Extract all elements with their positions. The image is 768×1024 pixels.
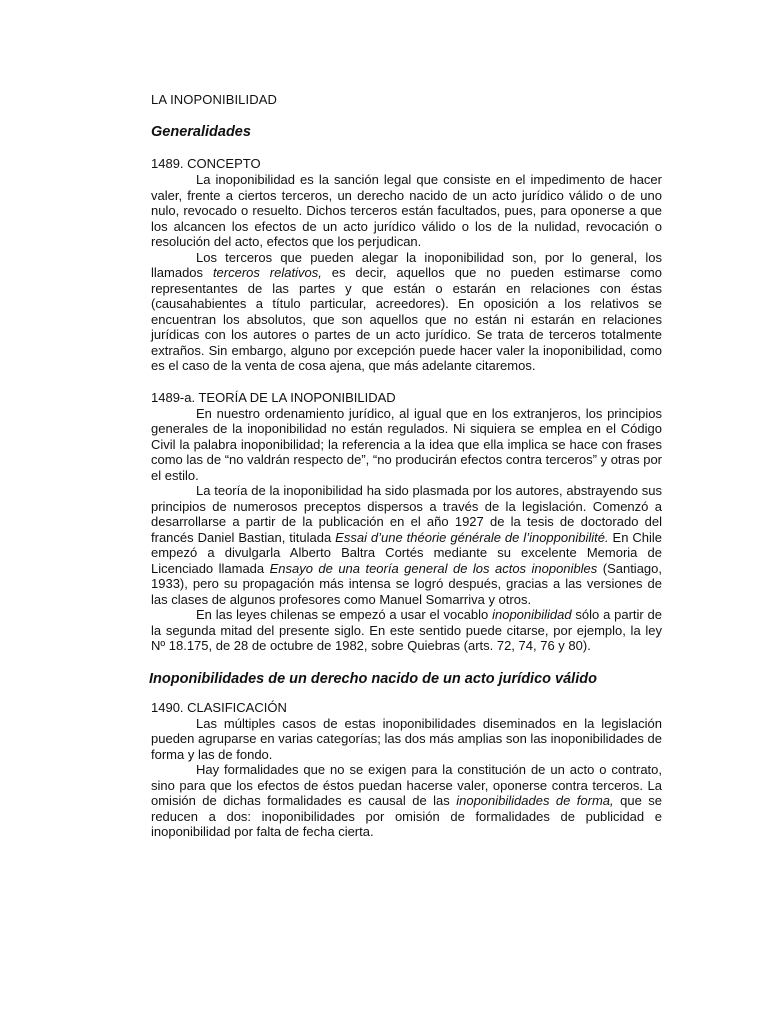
text-run: Los terceros que pueden alegar la inoponibilidad son, por lo general, los llamados — [151, 249, 662, 280]
italic-text-run: Essai d’une théorie générale de l’inopponibilité. — [335, 529, 609, 545]
italic-text-run: inoponibilidades de forma, — [456, 793, 614, 808]
heading-generalidades: Generalidades — [151, 124, 251, 140]
body-paragraph — [151, 607, 662, 654]
body-paragraph — [151, 483, 662, 607]
text-run: La teoría de la inoponibilidad ha sido plasmada por los autores, abstrayendo sus principios de numerosos preceptos dispersos a través de la legislación. Comenzó a desarrollarse a partir de la publicación en el año 1927 de la tesis de doctorado del francés Daniel Bastian, titulada — [151, 483, 662, 545]
text-run: Hay formalidades que no se exigen para la constitución de un acto o contrato, sino para que los efectos de éstos puedan hacerse valer, oponerse contra terceros. La omisión de dichas formalidades es causal de las — [151, 762, 662, 808]
italic-text-run: terceros relativos, — [212, 265, 322, 280]
italic-text-run: inoponibilidad — [492, 607, 572, 622]
sections-generalidades — [151, 156, 662, 654]
body-paragraph — [151, 762, 662, 840]
text-run: La inoponibilidad es la sanción legal que consiste en el impedimento de hacer valer, frente a ciertos terceros, un derecho nacido de un acto jurídico válido o de uno nulo, revocado o resuelto. Dichos terceros están facultados, pues, para oponerse a que los alcancen los efectos de un acto jurídico válido o los de la nulidad, revocación o resolución del acto, efectos que los perjudican. — [151, 172, 662, 249]
text-run: En nuestro ordenamiento jurídico, al igual que en los extranjeros, los principios generales de la inoponibilidad no están regulados. Ni siquiera se emplea en el Código Civil la palabra inoponibilidad; la referencia a la idea que ella implica se hace con frases como las de “no valdrán respecto de”, “no producirán efectos contra terceros” y otras por el estilo. — [151, 405, 662, 483]
heading-inoponibilidades-acto-valido: Inoponibilidades de un derecho nacido de un acto jurídico válido — [149, 670, 597, 687]
document-title: LA INOPONIBILIDAD — [151, 92, 277, 107]
text-run: En las leyes chilenas se empezó a usar el vocablo — [196, 607, 493, 622]
section-title: 1489. CONCEPTO — [151, 156, 261, 171]
body-paragraph — [151, 172, 662, 250]
body-paragraph — [151, 406, 662, 484]
sections-inoponibilidades — [151, 700, 662, 840]
section-title: 1490. CLASIFICACIÓN — [151, 699, 287, 715]
body-paragraph — [151, 716, 662, 763]
text-run: que se reducen a dos: inoponibilidades por omisión de formalidades de publicidad e inoponibilidad por falta de fecha cierta. — [151, 793, 662, 839]
text-run: En Chile empezó a divulgarla Alberto Baltra Cortés mediante su excelente Memoria de Licenciado llamada — [151, 529, 663, 576]
body-paragraph — [151, 250, 662, 374]
document-page — [151, 92, 662, 856]
text-run: (Santiago, 1933), pero su propagación más intensa se logró después, gracias a las versiones de las clases de algunos profesores como Manuel Somarriva y otros. — [151, 560, 662, 607]
text-run: es decir, aquellos que no pueden estimarse como representantes de las partes y que están o estarán en relaciones con éstas (causahabientes a título particular, acreedores). En oposición a los relativos se encuentran los absolutos, que son aquellos que no están ni estarán en relaciones jurídicas con los autores o partes de un acto jurídico. Se trata de terceros totalmente extraños. Sin embargo, alguno por excepción puede hacer valer la inoponibilidad, como es el caso de la venta de cosa ajena, que más adelante citaremos. — [151, 265, 662, 373]
text-run: Las múltiples casos de estas inoponibilidades diseminados en la legislación pueden agruparse en varias categorías; las dos más amplias son las inoponibilidades de forma y las de fondo. — [151, 715, 662, 762]
text-run: sólo a partir de la segunda mitad del presente siglo. En este sentido puede citarse, por ejemplo, la ley Nº 18.175, de 28 de octubre de 1982, sobre Quiebras (arts. 72, 74, 76 y 80). — [151, 607, 663, 653]
section-title: 1489-a. TEORÍA DE LA INOPONIBILIDAD — [151, 389, 396, 405]
italic-text-run: Ensayo de una teoría general de los actos inoponibles — [269, 560, 598, 576]
